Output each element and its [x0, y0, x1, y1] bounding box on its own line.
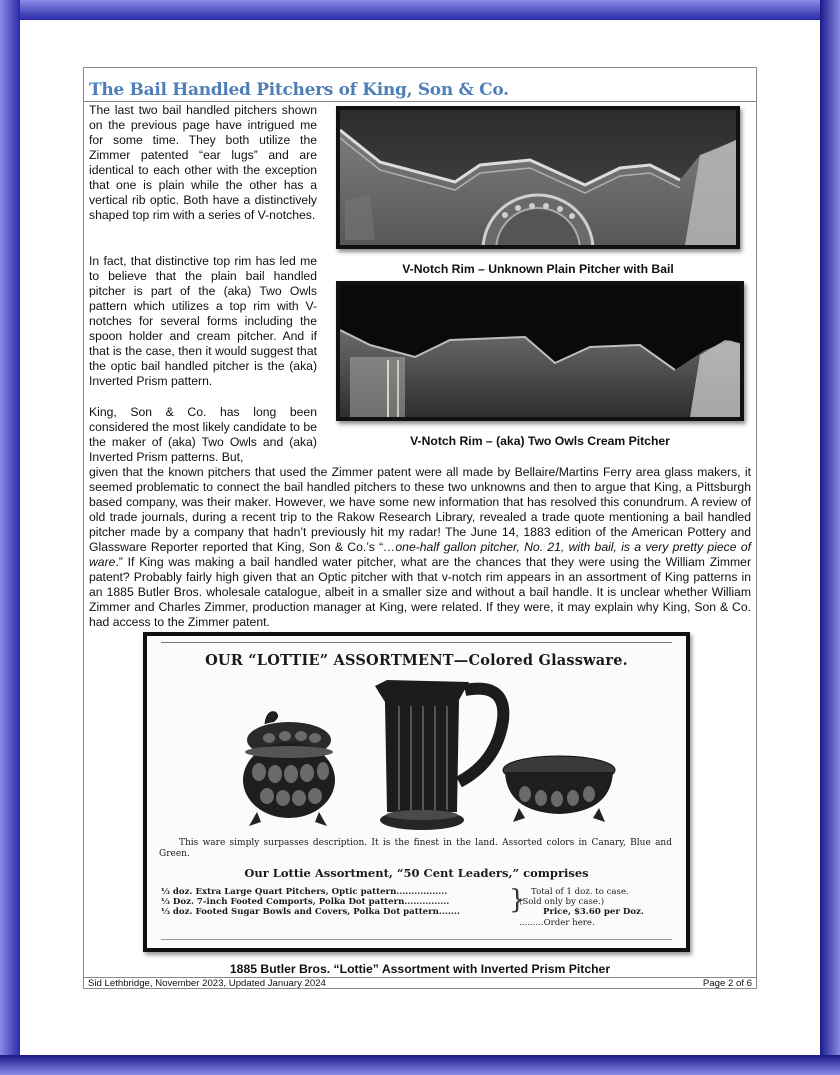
paragraph-two-owls: In fact, that distinctive top rim has led me to believe that the plain bail handled pitcher is part of the (aka) Two Owls pattern which utilizes a top rim with V-notches for several forms including the spoon holder and cream pitcher. And if that is the case, then it would suggest that the optic bail handled pitcher is the (aka) Inverted Prism pattern. — [89, 254, 317, 389]
frame-bevel-right — [820, 0, 840, 1075]
ad-subheading: Our Lottie Assortment, “50 Cent Leaders,” comprises — [244, 866, 589, 880]
ad-glassware-illustration — [207, 672, 637, 832]
frame-bevel-top — [0, 0, 840, 20]
ad-term-case: Total of 1 doz. to case. — [531, 887, 629, 897]
ad-term-order: .........Order here. — [519, 917, 595, 928]
ad-headline: OUR “LOTTIE” ASSORTMENT—Colored Glassware. — [205, 652, 628, 669]
photo-caption-plain-pitcher: V-Notch Rim – Unknown Plain Pitcher with Bail — [402, 262, 674, 276]
footer-author-date: Sid Lethbridge, November 2023, Updated January 2024 — [88, 978, 326, 989]
butler-bros-advertisement — [143, 632, 690, 952]
page-title: The Bail Handled Pitchers of King, Son & Co. — [89, 80, 509, 100]
pitcher-illustration — [375, 680, 503, 830]
ad-top-rule — [161, 642, 672, 643]
frame-bevel-bottom — [0, 1055, 840, 1075]
photo-two-owls-cream-pitcher-rim — [336, 281, 744, 421]
photo-unknown-plain-pitcher-rim — [336, 106, 740, 249]
footed-bowl-illustration — [503, 756, 615, 822]
glass-rim-image — [340, 110, 736, 245]
ad-item-sugar-bowls: ⅓ doz. Footed Sugar Bowls and Covers, Polka Dot pattern....... — [161, 907, 460, 918]
ad-term-sold: (Sold only by case.) — [519, 897, 605, 908]
glass-rim-image — [340, 285, 740, 417]
trade-quote: …one-half gallon pitcher, No. 21, with bail, is a very pretty piece of ware — [89, 540, 752, 570]
photo-caption-two-owls: V-Notch Rim – (aka) Two Owls Cream Pitcher — [410, 434, 670, 448]
ad-bottom-rule — [161, 939, 672, 940]
paragraph-text-after-quote: .” If King was making a bail handled water pitcher, what are the chances that they were using the William Zimmer patent? Probably fairly high given that an Optic pitcher with that v-notch rim appears in an assortment of King patterns in an 1885 Butler Bros. wholesale catalogue, albeit in a smaller size and without a bail handle. It is unclear whether William Zimmer and Charles Zimmer, production manager at King, were related. If they were, it may explain why King, Son & Co. had access to the Zimmer patent. — [89, 555, 751, 630]
paragraph-text-before-quote: given that the known pitchers that used the Zimmer patent were all made by Bellaire/Martins Ferry area glass makers, it seemed problematic to connect the bail handled pitchers to these two unknowns and then to argue that King, a Pittsburgh based company, was their maker. However, we have some new information that has resolved this conundrum. A review of old trade journals, during a recent trip to the Rakow Research Library, revealed a trade quote mentioning a bail handled pitcher made by a company that hadn’t previously hit my radar! The June 14, 1883 edition of the American Pottery and Glassware Reporter reported that King, Son & Co.’s “ — [89, 465, 751, 555]
paragraph-king-candidate: King, Son & Co. has long been considered the most likely candidate to be the maker of (aka) Two Owls and (aka) Inverted Prism patterns. But, — [89, 405, 317, 465]
ad-item-comports: ⅓ Doz. 7-inch Footed Comports, Polka Dot pattern............... — [161, 897, 450, 908]
title-divider — [83, 101, 757, 102]
ad-term-price: Price, $3.60 per Doz. — [543, 907, 644, 918]
ad-item-list — [161, 887, 513, 918]
paragraph-trade-quote — [89, 465, 751, 631]
footer-page-number: Page 2 of 6 — [702, 978, 752, 989]
ad-brace: } — [509, 885, 526, 915]
sugar-bowl-illustration — [243, 712, 335, 826]
figure-caption: 1885 Butler Bros. “Lottie” Assortment with Inverted Prism Pitcher — [229, 962, 611, 976]
paragraph-intro: The last two bail handled pitchers shown on the previous page have intrigued me for some time. They both utilize the Zimmer patented “ear lugs” and are identical to each other with the exception that one is plain while the other has a vertical rib optic. Both have a distinctively shaped top rim with a series of V-notches. — [89, 103, 317, 223]
ad-description: This ware simply surpasses description. It is the finest in the land. Assorted colors in Canary, Blue and Green. — [159, 838, 672, 859]
ad-item-pitchers: ⅓ doz. Extra Large Quart Pitchers, Optic pattern................. — [161, 887, 448, 897]
ad-terms — [519, 887, 679, 928]
frame-bevel-left — [0, 0, 20, 1075]
